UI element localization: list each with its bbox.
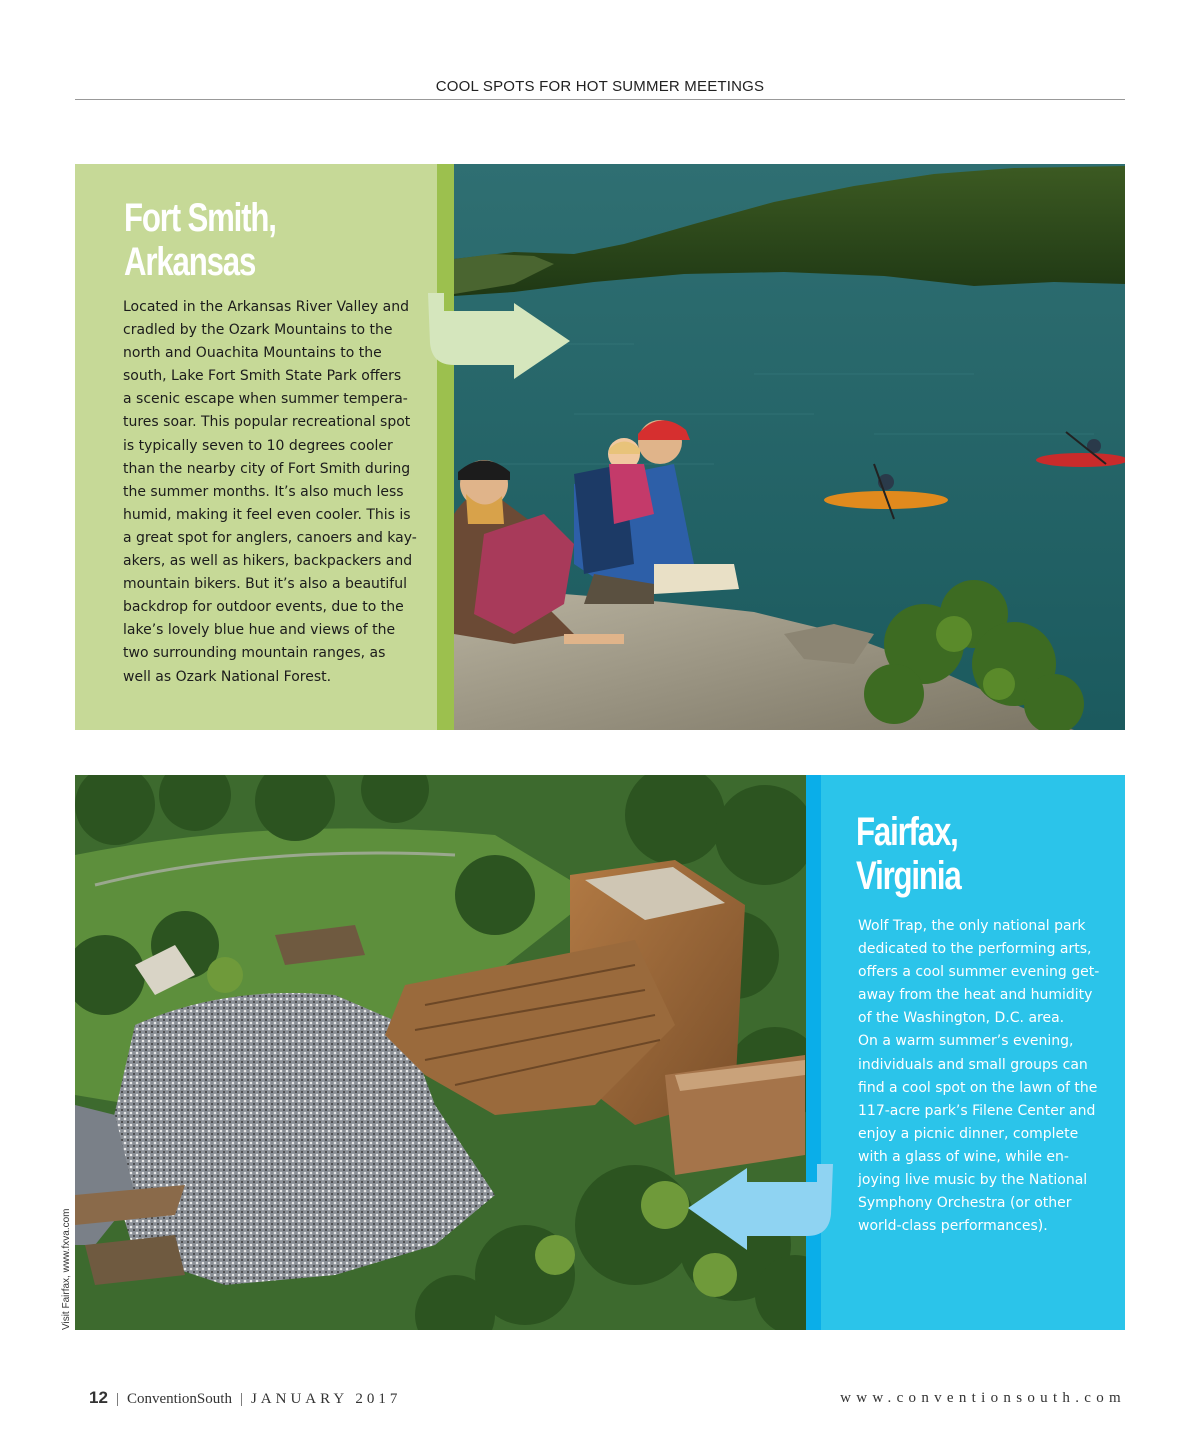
lake-fort-smith-photo [454, 164, 1125, 730]
footer-separator: | [239, 1391, 243, 1407]
publication-name: ConventionSouth [126, 1391, 232, 1407]
fort-smith-body: Located in the Arkansas River Valley and cradled by the Ozark Mountains to the north and Ouachita Mountains to the south, Lake Fort Smith State Park offers a scenic escape when summer tempera- tures soar. This popular recreational spot is typically seven to 10 degrees cooler than the nearby city of Fort Smith during the summer months. It’s also much less humid, making it feel even cooler. This is a great spot for anglers, canoers and kay- akers, as well as hikers, backpackers and mountain bikers. But it’s also a beautiful backdrop for outdoor events, due to the lake’s lovely blue hue and views of the two surrounding mountain ranges, as well as Ozark National Forest. [123, 299, 417, 685]
lake-scene-illustration [454, 164, 1125, 730]
footer-separator: | [115, 1391, 119, 1407]
photo-credit: Visit Fairfax, www.fxva.com [61, 1208, 72, 1330]
page-number: 12 [89, 1388, 108, 1407]
fort-smith-accent-stripe [437, 164, 454, 730]
fairfax-body: Wolf Trap, the only national park dedicated to the performing arts, offers a cool summer evening get- away from the heat and humidity of the Washington, D.C. area. On a warm summer’s evening, individuals and small groups can find a cool spot on the lawn of the 117-acre park’s Filene Center and enjoy a picnic dinner, complete with a glass of wine, while en- joying live music by the National Symphony Orchestra (or other world-class performances). [858, 918, 1100, 1235]
fort-smith-title: Fort Smith, Arkansas [124, 196, 276, 284]
fairfax-title: Fairfax, Virginia [856, 810, 961, 898]
header-rule [75, 99, 1125, 100]
left-arrow-icon [688, 1164, 833, 1252]
issue-date: JANUARY 2017 [250, 1391, 402, 1407]
right-arrow-icon [428, 293, 573, 381]
website-link[interactable]: www.conventionsouth.com [840, 1390, 1126, 1406]
folio [89, 1388, 401, 1408]
running-head: COOL SPOTS FOR HOT SUMMER MEETINGS [435, 78, 765, 95]
